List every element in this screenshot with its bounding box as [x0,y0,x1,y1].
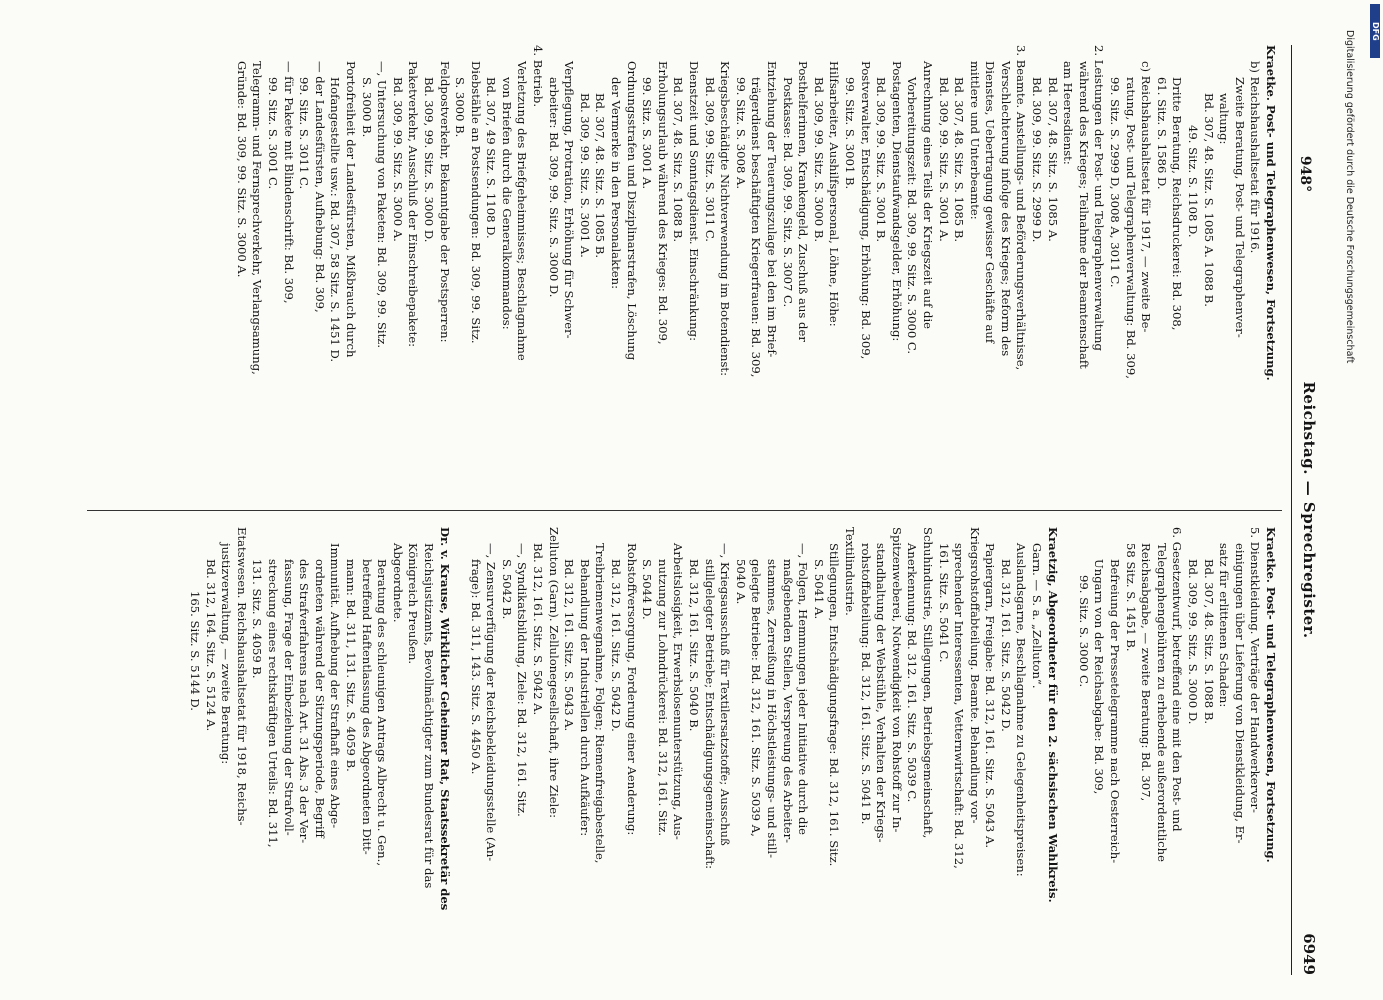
index-line: Reichsabgabe, — zweite Beratung: Bd. 307, [1139,543,1154,802]
index-line: 6. Gesetzentwurf, betreffend eine mit den Post- und [1170,527,1185,832]
index-line: Immunität. Aufhebung der Strafhaft eines Abge- [328,543,343,829]
index-line: Dienstzeit und Sonntagsdienst. Einschränkung: [687,61,702,341]
digitization-note: Digitalisierung gefördert durch die Deutsche Forschungsgemeinschaft [1344,30,1355,364]
index-line: Telegraphengebühren zu erhebende außerordentliche [1154,543,1169,862]
index-line: Ungarn von der Reichsabgabe: Bd. 309, [1092,559,1107,795]
index-line: — für Pakete mit Blindenschrift: Bd. 309, [281,61,296,304]
index-line: mann: Bd. 311, 131. Sitz. S. 4059 B. [343,559,358,772]
index-line: —, Kriegsausschuß für Textilersatzstoffe; Ausschuß [718,543,733,846]
index-line: Entziehung der Teuerungszulage bei den im Brief- [765,61,779,358]
index-line: Bd. 307, 48. Sitz. S. 1085 A. [1045,77,1060,242]
index-line: Bd. 309, 99. Sitz. S. 3000 B. [811,77,826,243]
index-line [452,527,468,975]
index-line: einigungen über Lieferung von Dienstkleidung, Er- [1232,543,1247,844]
index-line: mittlere und Unterbeamte: [967,61,982,220]
header-rule [1291,45,1292,975]
index-line: Telegramm- und Fernsprechverkehr, Verlangsamung, [250,61,265,375]
index-line: Treibriemenwegnahme, Folgen; Riemenfreigabestelle, [593,543,608,864]
index-line: Bd. 307, 48. Sitz. S. 1085 A. 1088 B. [1201,93,1216,307]
index-line: Verletzung des Briefgeheimnisses; Beschlagnahme [515,61,530,361]
index-line: Dr. v. Krause, Wirklicher Geheimer Rat, Staatssekretär des [437,527,452,911]
index-line: Garn. — S. a. „Zelluton“. [1030,543,1045,689]
index-line: 99. Sitz. S. 2999 D, 3008 A, 3011 C. [1108,77,1123,288]
index-line: 99. Sitz. S. 3000 C. [1076,575,1091,688]
index-line: Kriegsrohstoffabteilung. Beamte. Behandlung vor- [967,527,982,824]
index-line: Anerkennung: Bd. 312. 161. Sitz. S. 5039 C. [905,543,920,803]
index-line: Anrechnung eines Teils der Kriegszeit auf die [920,61,935,330]
index-line: S. 5044 D. [640,559,655,620]
index-line: Kriegsbeschädigte Nichtverwendung im Botendienst: [718,61,733,376]
index-line: arbeiter: Bd. 309, 99. Sitz. S. 3000 D. [546,77,561,298]
index-line: Bd. 309, 99. Sitz. S. 3001 A. [577,93,592,258]
page-number: 6949 [1300,933,1318,975]
index-line: Bd. 312, 161. Sitz. S. 5043 A. [562,559,577,732]
index-line: Königreich Preußen. [406,543,421,665]
index-line: 99. Sitz. S. 3001 A. [640,77,655,190]
index-line: Posthelferinnen, Krankengeld, Zuschuß aus der [796,61,811,342]
index-line: 4. Betrieb. [531,45,546,108]
index-line: Rohstoffversorgung, Forderung einer Aenderung: [624,543,639,836]
index-line: Bd. 312, 164. Sitz. S. 5124 A. [203,559,218,732]
index-line: stillgelegter Betriebe; Entschädigungsgemeinschaft: [702,559,717,870]
index-line: Bd. 309, 99. Sitz. S. 3001 A. [936,77,951,242]
index-line: Bd. 312, 161. Sitz. S. 5042 A. [531,543,546,716]
index-line: Reichsjustizamts, Bevollmächtigter zum Bundesrat für das [421,543,436,889]
index-line: Stillegungen, Entschädigungsfrage: Bd. 312, 161. Sitz. [827,543,842,867]
index-line [1060,527,1076,975]
index-line: standhaltung der Webstühle, Verhalten der Kriegs- [874,543,889,843]
index-line: Erholungsurlaub während des Krieges: Bd. 309, [655,61,670,345]
rotated-page-content [78,45,1318,975]
index-line: betreffend Haftentlassung des Abgeordneten Ditt- [359,559,374,855]
index-line: ratung, Post- und Telegraphenverwaltung: Bd. 309, [1123,77,1138,379]
index-line: 49. Sitz. S. 1108 D. [1186,125,1201,238]
index-line: 2. Leistungen der Post- und Telegraphenverwaltung [1092,45,1107,351]
page-stamp: 948° [1297,155,1314,193]
dfg-logo: DFG [1370,4,1380,58]
index-line: Arbeitslosigkeit, Erwerbslosenunterstützung, Aus- [671,543,686,840]
index-line: Bd. 307, 48. Sitz. S. 1085 B. [952,77,967,243]
index-line: stammes, Zerreißung in Höchstleistungs- und still- [765,559,779,859]
index-line: streckung eines rechtskräftigen Urteils: Bd. 311, [266,559,280,848]
index-line: 5. Dienstkleidung. Verträge der Handwerkerver- [1248,527,1263,813]
index-line: 3. Beamte. Anstellungs- und Beförderungsverhältnisse, [1014,45,1029,371]
index-line: Postverwalter, Entschädigung, Erhöhung: Bd. 309, [858,61,873,360]
index-line: 61. Sitz. S. 1586 D. [1154,77,1169,190]
index-line: Dritte Beratung, Reichsdruckerei: Bd. 308, [1170,77,1185,331]
index-line: Verpflegung, Protration, Erhöhung für Schwer- [562,61,577,339]
index-line: Beratung des schleunigen Antrags Albrecht u. Gen., [375,559,390,867]
index-line: trägerdienst beschäftigten Kriegerfrauen: Bd. 309, [749,77,764,378]
index-line: Ordnungsstrafen und Disziplinarstrafen, Löschung [624,61,639,361]
index-line: satz für erlittenen Schaden: [1217,543,1232,708]
index-line: Postagenten, Dienstaufwandsgelder, Erhöhung: [889,61,904,342]
index-line: Bd. 307, 49 Sitz. S. 1108 D. [484,77,499,239]
index-line: Feldpostverkehr, Bekanntgabe der Postsperren: [437,61,452,343]
index-line: Bd. 312, 161. Sitz. S. 5040 B. [687,559,702,732]
index-line: Bd. 309, 99. Sitz. S. 3000 D. [421,77,436,243]
index-line: —, Zensurverfügung der Reichsbekleidungsstelle (An- [484,543,499,862]
column-divider [87,510,1282,511]
index-line: b) Reichshaushaltsetat für 1916. [1248,61,1263,254]
index-line: 58 Sitz. S. 1451 B. [1123,543,1138,652]
running-title: Reichstag. — Sprechregister. [1300,381,1318,639]
index-line: — der Landesfürsten, Aufhebung: Bd. 309, [312,61,327,313]
index-line: justizverwaltung, — zweite Beratung: [219,543,234,765]
index-line: Spitzenweberei, Notwendigkeit von Rohstoff zur In- [889,527,904,833]
index-line: maßgebenden Stellen, Verspreung des Arbeiter- [780,559,795,844]
index-line: der Vermerke in den Personalakten: [609,77,624,290]
index-line: Hilfsarbeiter, Aushilfspersonal, Löhne, Höhe: [827,61,842,327]
index-line: Kraetke. Post- und Telegraphenwesen, Fortsetzung. [1264,45,1278,381]
index-line: Etatswesen. Reichshaushaltsetat für 1918, Reichs- [234,527,249,826]
index-line: Dienstes, Uebertragung gewisser Geschäfte auf [983,61,998,344]
index-line: 99. Sitz. S. 3008 A. [733,77,748,190]
right-column [186,527,1278,975]
index-line: Auslandsgarne, Beschlagnahme zu Gelegenheitspreisen: [1014,543,1029,877]
index-line: Vorbereitungszeit: Bd. 309, 99. Sitz. S. 3000 C. [905,77,920,355]
index-line: Gründe: Bd. 309, 99. Sitz. S. 3000 A. [234,61,249,278]
index-line: Postkasse: Bd. 309, 99. Sitz. S. 3007 C. [780,77,795,308]
index-line: Bd. 312, 161. Sitz. S. 5042 D. [609,559,624,732]
index-line: S. 3000 B. [359,77,374,138]
index-line: Behandlung der Industriellen durch Aufkäufer: [577,559,592,837]
index-line: Abgeordnete. [390,543,405,623]
index-line: ordneten während der Sitzungsperiode, Begriff [312,559,327,838]
index-line: fassung, Frage der Einbeziehung der Strafvoll- [281,559,296,836]
index-line: Schuhindustrie, Stillegungen, Betriebsgemeinschaft, [920,527,935,839]
index-line: 99. Sitz. S. 3001 C. [266,77,280,190]
left-column [233,45,1278,493]
index-line: 99. Sitz. S. 3011 C. [297,77,312,190]
index-line: waltung: [1217,93,1232,145]
index-line: am Heeresdienst: [1061,61,1076,165]
index-line: Befreiung der Pressetelegramme nach Oesterreich- [1108,559,1123,864]
index-line: Bd. 309, 99. Sitz. S. 3000 A. [390,77,405,242]
index-line: Papiergarn, Freigabe: Bd. 312, 161. Sitz. S. 5043 A. [983,543,998,849]
index-line: Bd. 309, 99. Sitz. S. 3011 C. [702,77,717,242]
index-line: Kraetke. Post- und Telegraphenwesen, Fortsetzung. [1264,527,1278,863]
index-line: rohstoffabteilung: Bd. 312, 161. Sitz. S. 5041 B. [858,543,873,825]
index-line: Textilindustrie. [842,527,857,616]
index-line: Zweite Beratung, Post- und Telegraphenver- [1232,77,1247,338]
index-line: Kraetzig, Abgeordneter für den 2. sächsischen Wahlkreis. [1045,527,1060,903]
index-line: während des Krieges; Teilnahme der Beamtenschaft [1076,61,1091,369]
index-line: S. 5042 B. [499,559,514,620]
index-line: frage): Bd. 311, 143. Sitz. S. 4450 A. [468,559,483,775]
index-line: 165. Sitz. S. 5144 D. [188,591,203,711]
index-line: Bd. 309, 99. Sitz. S. 2999 D. [1030,77,1045,243]
index-line: Verschlechterung infolge des Krieges; Reform des [998,61,1013,357]
index-line: —, Syndikatsbildung, Ziele: Bd. 312, 161. Sitz. [515,543,530,817]
index-line: Bd. 309, 99. Sitz. S. 3001 B. [874,77,889,243]
index-line: von Briefen durch die Generalkommandos: [499,77,514,330]
index-line: 5040 A. [733,559,748,605]
index-line: Bd. 307, 48. Sitz. S. 1085 B. [593,93,608,259]
index-line: c) Reichshaushaltsetat für 1917, — zweite Be- [1139,61,1154,333]
index-line: S. 3000 B. [453,77,468,138]
index-line: Hofangestellte usw.: Bd. 307, 58 Sitz. S. 1451 D. [328,77,343,363]
index-line: Portofreiheit der Landesfürsten, Mißbrauch durch [343,61,358,358]
index-line: des Strafverfahrens nach Art. 31 Abs. 3 der Ver- [297,559,312,844]
index-line: —, Untersuchung von Paketen: Bd. 309, 99. Sitz. [375,61,390,349]
index-line: nutzung zur Lohndrückerei: Bd. 312, 161. Sitz. [655,559,670,837]
index-line: 99. Sitz. S. 3001 B. [842,77,857,190]
index-line: Bd. 307, 48. Sitz. S. 1088 B. [1201,559,1216,725]
index-line: —, Folgen, Hemmungen jeder Initiative durch die [796,543,811,836]
index-line: Bd. 307, 48. Sitz. S. 1088 B. [671,77,686,243]
index-line: sprechender Interessenten, Vetternwirtschaft: Bd. 312, [952,543,967,869]
index-line: S. 5041 A. [811,559,826,620]
index-line: 131. Sitz. S. 4059 B. [250,559,265,679]
index-line: Zelluton (Garn). Zellulonegesellschaft, ihre Ziele: [546,527,561,819]
index-line: Diebstähle an Postsendungen: Bd. 309, 99. Sitz. [468,61,483,344]
index-line: Bd. 309, 99. Sitz. S. 3000 D. [1186,559,1201,725]
index-line: Paketverkehr, Ausschluß der Einschreibepakete: [406,61,421,348]
index-line: 161. Sitz. S. 5041 C. [936,543,951,663]
index-line: Bd. 312, 161. Sitz. S. 5042 D. [998,559,1013,732]
index-line: gelegte Betriebe: Bd. 312, 161. Sitz. S. 5039 A, [749,559,764,837]
